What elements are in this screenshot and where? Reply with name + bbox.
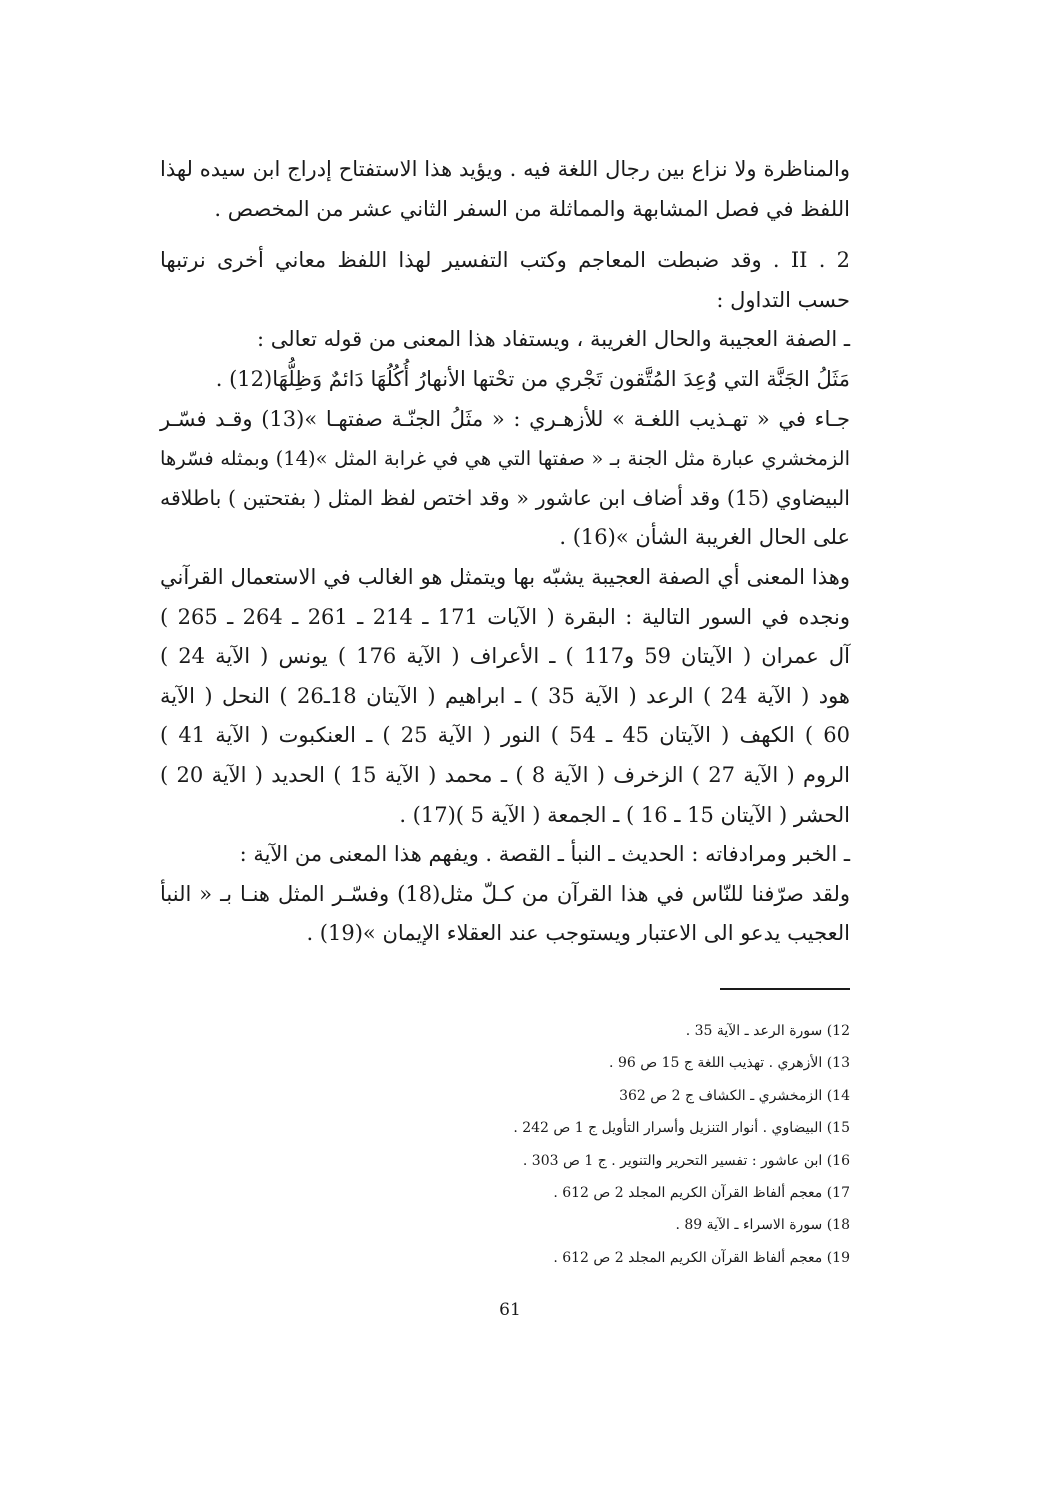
- page-number: 61: [499, 1300, 521, 1320]
- text-line: الحشر ( الآيتان 15 ـ 16 ) ـ الجمعة ( الآية 5 )(17) .: [399, 802, 850, 827]
- footnote: 19) معجم ألفاظ القرآن الكريم المجلد 2 ص 612 .: [553, 1249, 850, 1266]
- footnote: 15) البيضاوي . أنوار التنزيل وأسرار التأويل ج 1 ص 242 .: [513, 1120, 850, 1137]
- quran-verse: مَثَلُ الجَنَّة التي وُعِدَ المُتَّقون تَجْري من تحْتها الأنهارُ أُكُلُهَا دَائمٌ وَظِلُّهَا(12) .: [215, 366, 850, 391]
- text-line: آل عمران ( الآيتان 59 و117 ) ـ الأعراف ( الآية 176 ) يونس ( الآية 24 ): [160, 644, 850, 669]
- text-line: على الحال الغريبة الشأن »(16) .: [559, 525, 850, 550]
- text-line: حسب التداول :: [716, 287, 850, 312]
- main-text: [160, 150, 850, 954]
- text-line: العجيب يدعو الى الاعتبار ويستوجب عند العقلاء الإيمان »(19) .: [306, 921, 850, 946]
- text-line: والمناظرة ولا نزاع بين رجال اللغة فيه . ويؤيد هذا الاستفتاح إدراج ابن سيده لهذا: [160, 157, 850, 181]
- text-line: II . 2 . وقد ضبطت المعاجم وكتب التفسير لهذا اللفظ معاني أخرى نرتبها: [160, 248, 850, 273]
- footnote: 17) معجم ألفاظ القرآن الكريم المجلد 2 ص 612 .: [553, 1184, 850, 1201]
- text-line: ـ الصفة العجيبة والحال الغريبة ، ويستفاد هذا المعنى من قوله تعالى :: [256, 327, 850, 352]
- text-line: جـاء في « تهـذيب اللغـة » للأزهـري : « مثَلُ الجنّـة صفتهـا »(13) وقـد فسّـر: [160, 406, 850, 431]
- footnote: 14) الزمخشري ـ الكشاف ج 2 ص 362: [619, 1087, 850, 1104]
- text-line: البيضاوي (15) وقد أضاف ابن عاشور « وقد اختص لفظ المثل ( بفتحتين ) باطلاقه: [160, 485, 850, 510]
- footnote-divider: [720, 988, 850, 990]
- text-line: وهذا المعنى أي الصفة العجيبة يشبّه بها ويتمثل هو الغالب في الاستعمال القرآني: [160, 564, 850, 589]
- footnote: 16) ابن عاشور : تفسير التحرير والتنوير . ج 1 ص 303 .: [522, 1152, 850, 1169]
- footnotes: [350, 1015, 850, 1274]
- text-line: ولقد صرّفنا للنّاس في هذا القرآن من كـلّ مثل(18) وفسّـر المثل هنـا بـ « النبأ: [160, 881, 850, 906]
- text-line: الروم ( الآية 27 ) الزخرف ( الآية 8 ) ـ محمد ( الآية 15 ) الحديد ( الآية 20 ): [160, 762, 850, 787]
- text-line: ـ الخبر ومرادفاته : الحديث ـ النبأ ـ القصة . ويفهم هذا المعنى من الآية :: [239, 842, 850, 867]
- footnote: 12) سورة الرعد ـ الآية 35 .: [685, 1023, 850, 1039]
- text-line: هود ( الآية 24 ) الرعد ( الآية 35 ) ـ ابراهيم ( الآيتان 18ـ26 ) النحل ( الآية: [160, 683, 850, 708]
- text-line: 60 ) الكهف ( الآيتان 45 ـ 54 ) النور ( الآية 25 ) ـ العنكبوت ( الآية 41 ): [160, 723, 850, 748]
- text-line: اللفظ في فصل المشابهة والمماثلة من السفر الثاني عشر من المخصص .: [214, 196, 850, 221]
- footnote: 18) سورة الاسراء ـ الآية 89 .: [675, 1217, 850, 1234]
- text-line: الزمخشري عبارة مثل الجنة بـ « صفتها التي هي في غرابة المثل »(14) وبمثله فسّرها: [160, 447, 851, 471]
- text-line: ونجده في السور التالية : البقرة ( الآيات 171 ـ 214 ـ 261 ـ 264 ـ 265 ): [160, 604, 850, 629]
- footnote: 13) الأزهري . تهذيب اللغة ج 15 ص 96 .: [609, 1055, 850, 1072]
